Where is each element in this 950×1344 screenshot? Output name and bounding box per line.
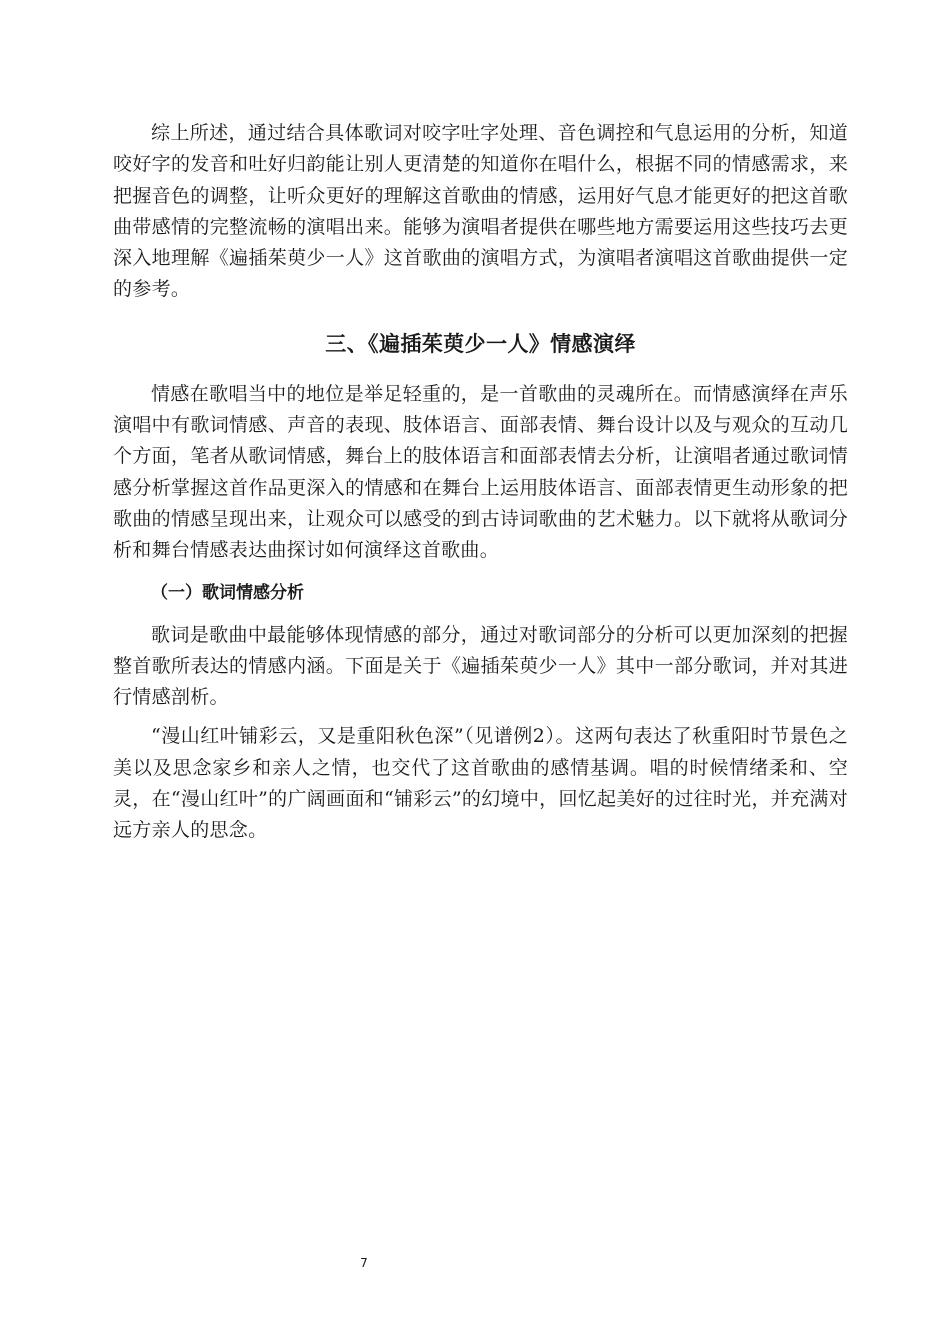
summary-paragraph: 综上所述，通过结合具体歌词对咬字吐字处理、音色调控和气息运用的分析，知道咬好字的发音和吐好归韵能让别人更清楚的知道你在唱什么，根据不同的情感需求，来把握音色的调整，让听众更好的理解这首歌曲的情感，运用好气息才能更好的把这首歌曲带感情的完整流畅的演唱出来。能够为演唱者提供在哪些地方需要运用这些技巧去更深入地理解《遍插茱萸少一人》这首歌曲的演唱方式，为演唱者演唱这首歌曲提供一定的参考。 [113,122,848,301]
emotion-intro-paragraph: 情感在歌唱当中的地位是举足轻重的，是一首歌曲的灵魂所在。而情感演绎在声乐演唱中有歌词情感、声音的表现、肢体语言、面部表情、舞台设计以及与观众的互动几个方面，笔者从歌词情感，舞台上的肢体语言和面部表情去分析，让演唱者通过歌词情感分析掌握这首作品更深入的情感和在舞台上运用肢体语言、面部表情更生动形象的把歌曲的情感呈现出来，让观众可以感受的到古诗词歌曲的艺术魅力。以下就将从歌词分析和舞台情感表达曲探讨如何演绎这首歌曲。 [113,382,848,562]
lyrics-example-paragraph: “漫山红叶铺彩云，又是重阳秋色深”（见谱例2）。这两句表达了秋重阳时节景色之美以及思念家乡和亲人之情，也交代了这首歌曲的感情基调。唱的时候情绪柔和、空灵，在“漫山红叶”的广阔画面和“铺彩云”的幻境中，回忆起美好的过往时光，并充满对远方亲人的思念。 [113,725,848,842]
section-heading: 三、《遍插茱萸少一人》情感演绎 [325,331,636,356]
page-body [113,118,848,847]
sub-heading: （一）歌词情感分析 [151,582,304,603]
lyrics-intro-paragraph: 歌词是歌曲中最能够体现情感的部分，通过对歌词部分的分析可以更加深刻的把握整首歌所表达的情感内涵。下面是关于《遍插茱萸少一人》其中一部分歌词，并对其进行情感剖析。 [113,623,848,709]
page-number: 7 [360,1256,368,1270]
